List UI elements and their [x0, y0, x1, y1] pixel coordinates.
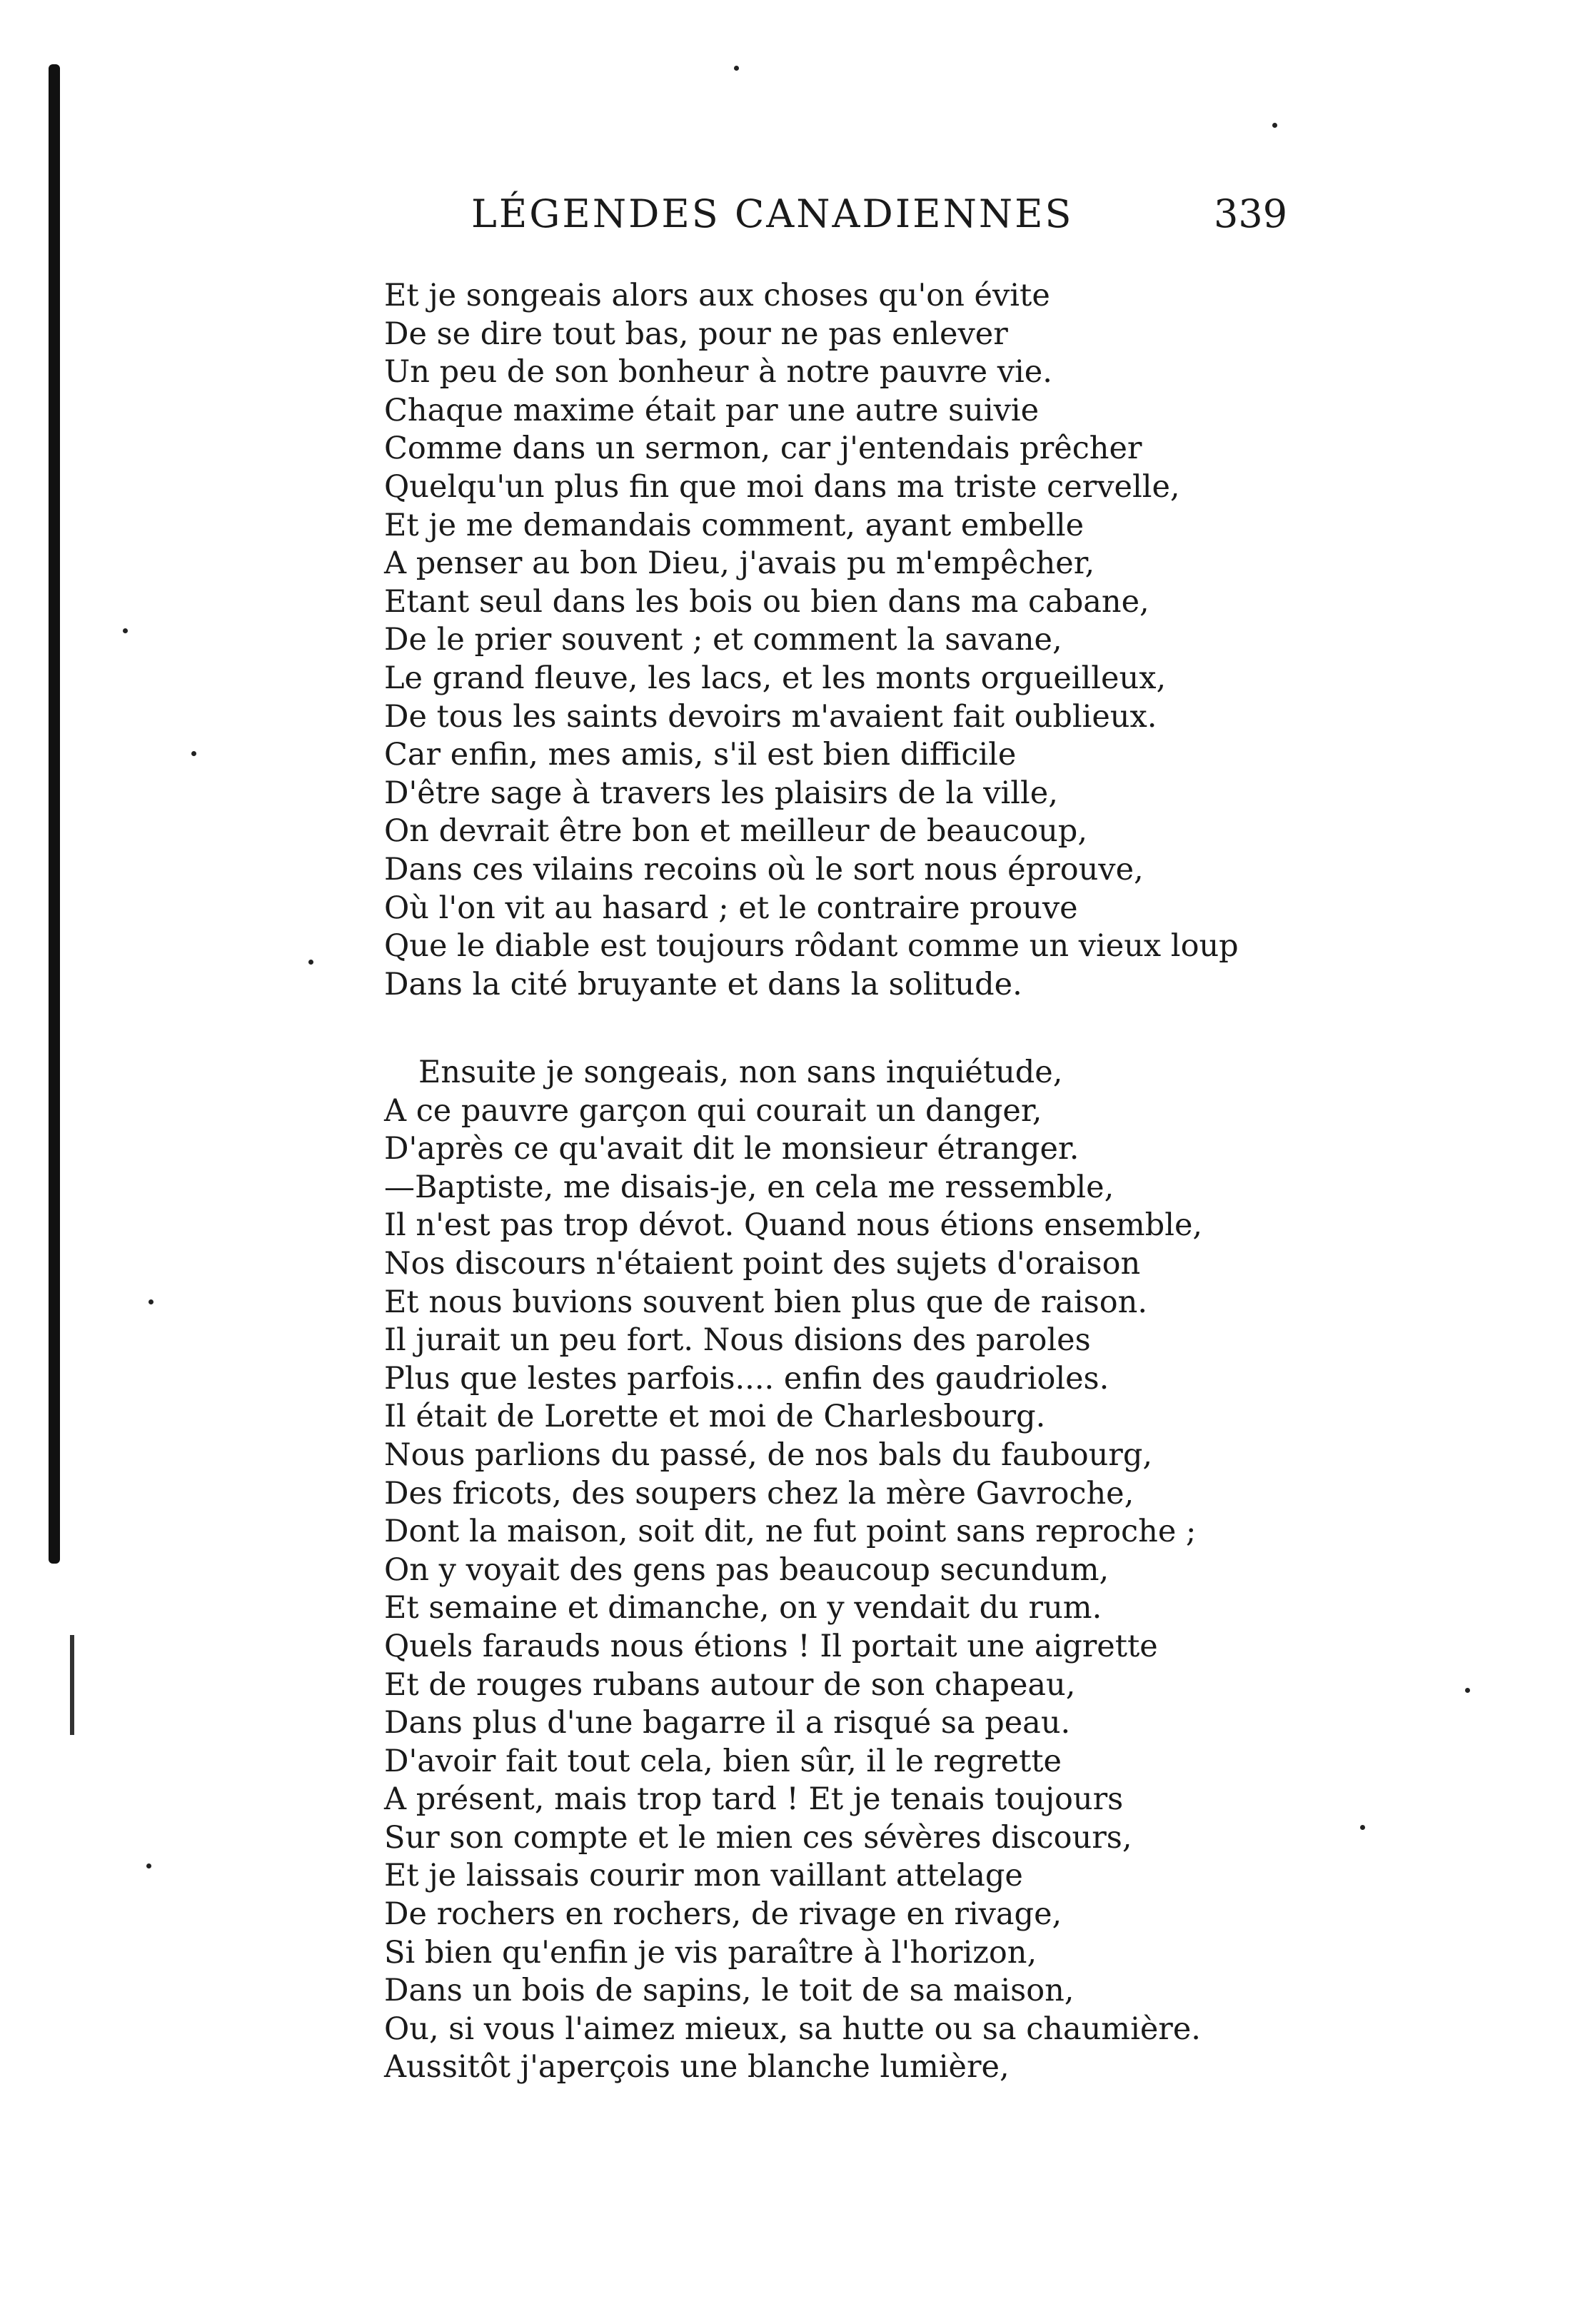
verse-line: On devrait être bon et meilleur de beaucoup,	[384, 813, 1087, 850]
verse-line: Des fricots, des soupers chez la mère Gavroche,	[384, 1475, 1134, 1511]
verse-line: De le prier souvent ; et comment la savane,	[384, 622, 1062, 658]
page-binding-mark	[70, 1635, 74, 1735]
verse-line: Sur son compte et le mien ces sévères discours,	[384, 1819, 1132, 1856]
print-speck	[734, 66, 739, 71]
verse-line: De rochers en rochers, de rivage en rivage,	[384, 1896, 1062, 1933]
verse-line: D'être sage à travers les plaisirs de la ville,	[384, 775, 1058, 811]
verse-line: Et semaine et dimanche, on y vendait du rum.	[384, 1590, 1102, 1626]
verse-line: Car enfin, mes amis, s'il est bien difficile	[384, 737, 1017, 773]
verse-line: Chaque maxime était par une autre suivie	[384, 392, 1040, 428]
verse-line: Il n'est pas trop dévot. Quand nous étions ensemble,	[384, 1207, 1203, 1244]
verse-line: Dans ces vilains recoins où le sort nous éprouve,	[384, 851, 1144, 887]
print-speck	[308, 960, 313, 965]
verse-line: Et je songeais alors aux choses qu'on évite	[384, 278, 1050, 313]
page-binding-shadow	[49, 64, 60, 1564]
verse-line: Aussitôt j'aperçois une blanche lumière,	[384, 2049, 1010, 2086]
verse-line: Il jurait un peu fort. Nous disions des paroles	[384, 1322, 1091, 1359]
verse-line: Ou, si vous l'aimez mieux, sa hutte ou sa chaumière.	[384, 2011, 1201, 2047]
verse-line: Si bien qu'enfin je vis paraître à l'horizon,	[384, 1934, 1037, 1971]
verse-line: Et je laissais courir mon vaillant attelage	[384, 1858, 1023, 1894]
verse-line: D'avoir fait tout cela, bien sûr, il le regrette	[384, 1743, 1062, 1779]
verse-line: Où l'on vit au hasard ; et le contraire prouve	[384, 890, 1078, 926]
verse-line: Dans plus d'une bagarre il a risqué sa peau.	[384, 1705, 1071, 1741]
print-speck	[191, 751, 196, 756]
verse-line: Plus que lestes parfois.... enfin des gaudrioles.	[384, 1360, 1109, 1397]
verse-line: Et de rouges rubans autour de son chapeau,	[384, 1666, 1076, 1703]
verse-line: A présent, mais trop tard ! Et je tenais toujours	[384, 1781, 1124, 1818]
print-speck	[1272, 123, 1277, 128]
print-speck	[149, 1299, 154, 1304]
verse-line: Et je me demandais comment, ayant embelle	[384, 507, 1085, 543]
verse-line: Un peu de son bonheur à notre pauvre vie.	[384, 354, 1052, 391]
verse-line: Dans un bois de sapins, le toit de sa maison,	[384, 1973, 1075, 2009]
verse-line: Et nous buvions souvent bien plus que de raison.	[384, 1284, 1147, 1320]
verse-line: Etant seul dans les bois ou bien dans ma cabane,	[384, 583, 1149, 620]
verse-line: Il était de Lorette et moi de Charlesbourg.	[384, 1399, 1046, 1435]
running-title: LÉGENDES CANADIENNES	[471, 191, 1074, 236]
stanza-1	[384, 277, 1498, 1004]
verse-line: Comme dans un sermon, car j'entendais prêcher	[384, 431, 1142, 467]
verse-line: On y voyait des gens pas beaucoup secundum,	[384, 1551, 1109, 1588]
verse-line: Quels farauds nous étions ! Il portait une aigrette	[384, 1628, 1158, 1664]
verse-line: A penser au bon Dieu, j'avais pu m'empêcher,	[384, 545, 1095, 582]
verse-line: Quelqu'un plus fin que moi dans ma triste cervelle,	[384, 468, 1180, 505]
verse-line: De se dire tout bas, pour ne pas enlever	[384, 316, 1008, 352]
verse-line: Nous parlions du passé, de nos bals du faubourg,	[384, 1437, 1153, 1473]
page-header	[0, 191, 1580, 248]
verse-line: Le grand fleuve, les lacs, et les monts orgueilleux,	[384, 660, 1167, 696]
verse-line: —Baptiste, me disais-je, en cela me ressemble,	[384, 1169, 1114, 1205]
print-speck	[123, 628, 128, 633]
verse-line: Dont la maison, soit dit, ne fut point sans reproche ;	[384, 1514, 1197, 1550]
stanza-2	[384, 1054, 1498, 2087]
verse-line: Dans la cité bruyante et dans la solitude.	[384, 966, 1022, 1002]
verse-line: Nos discours n'étaient point des sujets d'oraison	[384, 1245, 1141, 1282]
print-speck	[146, 1863, 151, 1868]
page-number: 339	[1214, 191, 1288, 236]
verse-line: De tous les saints devoirs m'avaient fait oublieux.	[384, 698, 1157, 735]
verse-line: D'après ce qu'avait dit le monsieur étranger.	[384, 1131, 1080, 1167]
verse-line: Ensuite je songeais, non sans inquiétude,	[418, 1055, 1063, 1090]
verse-line: A ce pauvre garçon qui courait un danger,	[384, 1092, 1042, 1129]
verse-line: Que le diable est toujours rôdant comme un vieux loup	[384, 928, 1239, 965]
